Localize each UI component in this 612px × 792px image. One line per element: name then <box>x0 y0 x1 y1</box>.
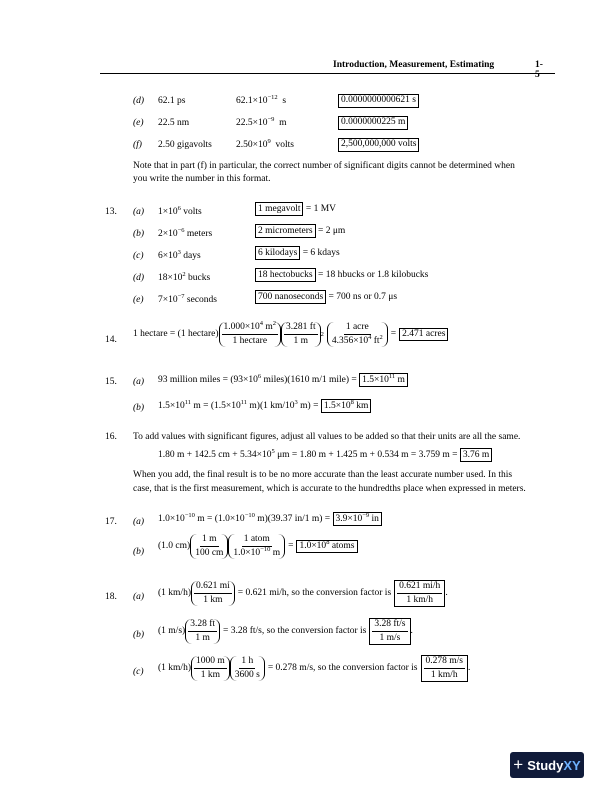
p12-d-label: (d) <box>133 96 145 106</box>
p17-number: 17. <box>105 517 117 527</box>
p13-a-answer: 1 megavolt = 1 MV <box>255 205 336 215</box>
p12-d-sci: $62.1\times 10^{-12}$ s <box>236 94 287 106</box>
p13-d-answer: 18 hectobucks = 18 hbucks or 1.8 kilobucks <box>255 271 428 281</box>
logo-accent: XY <box>563 757 581 773</box>
p12-e-sci: $22.5\times 10^{-9}$ m <box>236 116 287 128</box>
p16-note-line2: case, that is the first measurement, which is accurate to the hundredths place when expressed in meters. <box>133 484 526 494</box>
p13-b-answer: 2 micrometers = 2 μm <box>255 227 345 237</box>
header-title: Introduction, Measurement, Estimating <box>333 60 495 70</box>
p13-e-expr: $7\times 10^{-7}$ seconds <box>158 293 217 305</box>
p18-number: 18. <box>105 592 117 602</box>
p14-number: 14. <box>105 335 117 345</box>
p15-b-label: (b) <box>133 403 145 413</box>
p17-a-label: (a) <box>133 517 145 527</box>
p18-b-equation: (1 m/s) $\frac{3.28 ft}{1 m}$ = 3.28 ft/s, so the conversion factor is $\frac{3.28 ft/s}{1 m/s}$ . <box>158 618 413 645</box>
p18-c-label: (c) <box>133 667 144 677</box>
header-rule <box>100 73 555 74</box>
p18-a-equation: (1 km/h) $\frac{0.621 mi}{1 km}$ = 0.621 mi/h, so the conversion factor is $\frac{0.621 mi/h}{1 km/h}$ . <box>158 580 448 607</box>
p12-f-label: (f) <box>133 140 142 150</box>
p12-e-answer: 0.0000000225 m <box>338 116 408 130</box>
p18-a-label: (a) <box>133 592 145 602</box>
p18-c-equation: (1 km/h) $\frac{1000 m}{1 km}$ $\frac{1 h}{3600 s}$ = 0.278 m/s, so the conversion factor is $\frac{0.278 m/s}{1 km/h}$ . <box>158 655 470 682</box>
p15-a-equation: 93 million miles = ($93\times 10^6$ miles)(1610 m/1 mile) = $1.5\times 10^{11}$ m <box>158 376 408 386</box>
p13-a-expr: $1\times 10^6$ volts <box>158 205 202 217</box>
p15-number: 15. <box>105 377 117 387</box>
p12-e-label: (e) <box>133 118 144 128</box>
p16-note-line1: When you add, the final result is to be no more accurate than the least accurate number used. In this <box>133 470 513 480</box>
p12-f-value: 2.50 gigavolts <box>158 140 212 150</box>
p12-e-value: 22.5 nm <box>158 118 190 128</box>
p12-d-answer: 0.0000000000621 s <box>338 94 419 108</box>
p13-d-expr: $18\times 10^2$ bucks <box>158 271 211 283</box>
p13-a-label: (a) <box>133 207 145 217</box>
p13-c-answer: 6 kilodays = 6 kdays <box>255 249 340 259</box>
p15-b-equation: $1.5\times 10^{11}$ $m = (1.5\times 10^{11}$ m)(1 $km/10^3$ $m) = 1.5\times 10^8$ km <box>158 402 371 412</box>
plus-icon: + <box>513 755 524 774</box>
p12-f-sci: $2.50\times 10^9$ volts <box>236 138 294 150</box>
p13-e-label: (e) <box>133 295 144 305</box>
p13-b-label: (b) <box>133 229 145 239</box>
p13-d-label: (d) <box>133 273 145 283</box>
p12-note-line1: Note that in part (f) in particular, the correct number of significant digits cannot be determined when <box>133 161 515 171</box>
p13-e-answer: 700 nanoseconds = 700 ns or 0.7 μs <box>255 293 397 303</box>
p18-b-label: (b) <box>133 630 145 640</box>
logo-word: Study <box>527 757 564 773</box>
p12-d-value: 62.1 ps <box>158 96 186 106</box>
p12-f-answer: 2,500,000,000 volts <box>338 138 419 152</box>
p14-equation: 1 hectare = (1 hectare) $\frac{1.000\times 10^4 m^2}{\text{1 hectare}}$ $\frac{3.281 ft}{1 m}$ 2 $\frac{\text{1 acre}}{4.356\times 10^4 ft^2}$ = 2.471 acres <box>133 322 448 347</box>
running-header <box>333 60 543 80</box>
p13-number: 13. <box>105 207 117 217</box>
p16-equation: 1.80 m + 142.5 cm + $5.34\times 10^5$ μm = 1.80 m + 1.425 m + 0.534 m = 3.759 m = 3.76 m <box>158 451 492 461</box>
p17-a-equation: $1.0\times 10^{-10}$ $m = (1.0\times 10^{-10}$ m)(39.37 in/1 $m) = 3.9\times 10^{-9}$ in <box>158 515 382 525</box>
p12-note-line2: you write the number in this format. <box>133 174 271 184</box>
p16-intro: To add values with significant figures, adjust all values to be added so that their units are all the same. <box>133 432 521 442</box>
p17-b-label: (b) <box>133 547 145 557</box>
p13-c-label: (c) <box>133 251 144 261</box>
p13-b-expr: $2\times 10^{-6}$ meters <box>158 227 213 239</box>
page-number: 1-5 <box>535 60 543 80</box>
p13-c-expr: $6\times 10^3$ days <box>158 249 201 261</box>
studyxy-logo[interactable] <box>510 752 584 778</box>
p17-b-equation: (1.0 cm) $\frac{1 m}{100 cm}$ $\frac{\text{1 atom}}{1.0\times 10^{-10} m}$ = $1.0\times 10^8$ atoms <box>158 534 358 559</box>
p15-a-label: (a) <box>133 377 145 387</box>
p16-number: 16. <box>105 432 117 442</box>
